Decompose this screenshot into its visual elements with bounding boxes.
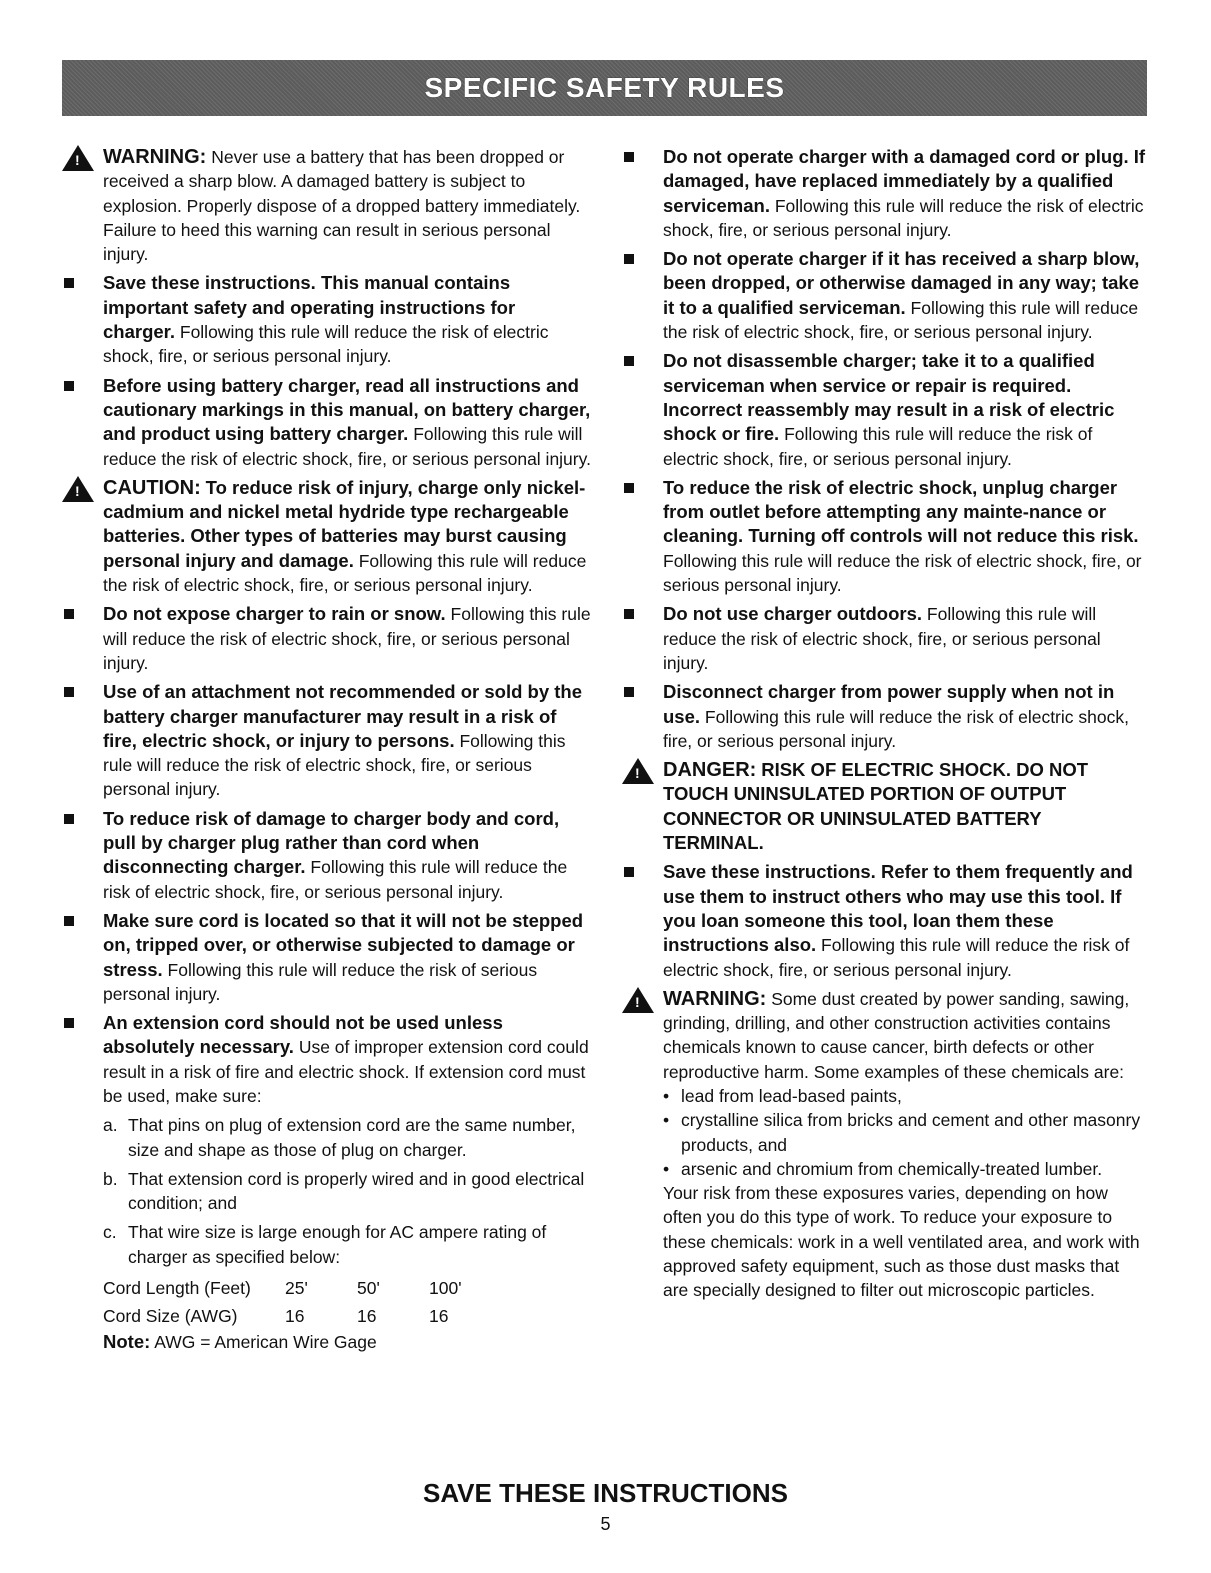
warning-text: Some dust created by power sanding, sawing, grinding, drilling, and other construction activities contains chemicals known to cause cancer, birth defects or other reproductive harm. Some examples of these chemicals are: [663, 988, 1130, 1082]
note-text: AWG = American Wire Gage [154, 1332, 377, 1353]
rule-item [622, 476, 1147, 597]
caution-text: Following this rule will reduce the risk of electric shock, fire, or serious personal injury. [103, 550, 587, 596]
sub-item-letter: b. [103, 1168, 118, 1189]
bullet-square-icon [622, 476, 663, 597]
note-label: Note: [103, 1331, 151, 1353]
section-title: SPECIFIC SAFETY RULES [424, 72, 785, 103]
bullet-square-icon [622, 602, 663, 675]
table-cell: 25' [285, 1277, 308, 1298]
rule-item [622, 860, 1147, 981]
exclamation-icon: ! [75, 482, 80, 499]
warning-text: Never use a battery that has been dropped or received a sharp blow. A damaged battery is subject to explosion. Properly dispose of a dropped battery immediately. Failure to heed this warning can result in serious personal injury. [103, 147, 581, 265]
rule-heading: Do not use charger outdoors. [663, 603, 923, 625]
bullet-square-icon [622, 247, 663, 344]
rule-heading: Do not operate charger with a damaged cord or plug. If damaged, have replaced immediately by a qualified serviceman. [663, 146, 1146, 216]
rule-text: Following this rule will reduce the risk of electric shock, fire, or serious personal injury. [103, 730, 566, 800]
sub-item [103, 1113, 592, 1162]
rule-item-extension-cord [62, 1011, 592, 1108]
rule-heading: Before using battery charger, read all instructions and cautionary markings in this manual, on battery charger, and product using battery charger. [103, 374, 591, 445]
exclamation-icon: ! [635, 765, 640, 782]
exclamation-icon: ! [635, 993, 640, 1010]
warning-label: WARNING: [103, 146, 207, 168]
rule-text: Following this rule will reduce the risk of electric shock, fire, or serious personal injury. [663, 550, 1142, 596]
sub-item-letter: a. [103, 1115, 118, 1136]
section-header [62, 60, 1147, 116]
bullet-square-icon [622, 680, 663, 753]
rule-heading: An extension cord should not be used unless absolutely necessary. [103, 1012, 503, 1058]
rule-item [622, 602, 1147, 675]
rule-item [62, 271, 592, 368]
rule-text: Following this rule will reduce the risk of electric shock, fire, or serious personal injury. [663, 297, 1139, 343]
sub-item [103, 1220, 592, 1269]
rule-text: Following this rule will reduce the risk of electric shock, fire, or serious personal injury. [663, 604, 1101, 673]
save-instructions-footer: SAVE THESE INSTRUCTIONS [422, 1478, 788, 1508]
bullet-square-icon [62, 1011, 103, 1108]
bullet-square-icon [622, 349, 663, 470]
warning-dust-chemicals [622, 987, 1147, 1084]
rule-item [622, 247, 1147, 344]
chemical-list [663, 1084, 1147, 1181]
rule-text: Following this rule will reduce the risk of electric shock, fire, or serious personal injury. [103, 604, 591, 673]
sub-item [103, 1167, 592, 1216]
right-column [622, 145, 1147, 1308]
table-cell: 50' [357, 1277, 380, 1298]
table-cell: 16 [357, 1305, 377, 1326]
table-row [103, 1302, 501, 1330]
rule-item [62, 374, 592, 471]
rule-heading: To reduce the risk of electric shock, unplug charger from outlet before attempting any mainte-nance or cleaning. Turning off controls will not reduce this risk. [663, 476, 1139, 547]
awg-note [103, 1330, 592, 1354]
page-number: 5 [600, 1514, 611, 1534]
sub-item-text: That wire size is large enough for AC ampere rating of charger as specified below: [128, 1222, 547, 1267]
rule-heading: Save these instructions. This manual contains important safety and operating instructions for charger. [103, 272, 516, 343]
rule-heading: Save these instructions. Refer to them frequently and use them to instruct others who may use this tool. If you loan someone this tool, loan them these instructions also. [663, 861, 1133, 956]
rule-heading: To reduce risk of damage to charger body and cord, pull by charger plug rather than cord when disconnecting charger. [103, 807, 560, 878]
warning-label: WARNING: [663, 987, 767, 1010]
table-cell: 16 [429, 1305, 449, 1326]
rule-item [62, 909, 592, 1006]
sub-item-text: That extension cord is properly wired and in good electrical condition; and [128, 1168, 585, 1214]
list-item [663, 1084, 1147, 1108]
rule-text: Following this rule will reduce the risk of electric shock, fire, or serious personal injury. [663, 935, 1130, 980]
list-item [663, 1108, 1147, 1157]
rule-heading: Make sure cord is located so that it will not be stepped on, tripped over, or otherwise subjected to damage or stress. [103, 909, 584, 980]
rule-text: Following this rule will reduce the risk of electric shock, fire, or serious personal injury. [103, 424, 591, 469]
list-item [663, 1157, 1147, 1181]
table-cell: 100' [429, 1277, 462, 1298]
table-row-label: Cord Size (AWG) [103, 1305, 238, 1326]
rule-text: Following this rule will reduce the risk of electric shock, fire, or serious personal injury. [663, 195, 1144, 240]
list-item-text: arsenic and chromium from chemically-treated lumber. [681, 1158, 1103, 1179]
table-row [103, 1274, 501, 1302]
caution-heading: To reduce risk of injury, charge only nickel-cadmium and nickel metal hydride type rechargeable batteries. Other types of batteries may burst causing personal injury and damage. [103, 476, 586, 571]
closing-paragraph: Your risk from these exposures varies, depending on how often you do this type of work. To reduce your exposure to these chemicals: work in a well ventilated area, and work with approved safety equipment, such as those dust masks that are specially designed to filter out microscopic particles. [663, 1183, 1140, 1301]
rule-heading: Do not operate charger if it has received a sharp blow, been dropped, or otherwise damaged in any way; take it to a qualified serviceman. [663, 248, 1140, 318]
table-cell: 16 [285, 1305, 305, 1326]
sub-item-letter: c. [103, 1222, 117, 1243]
danger-text: RISK OF ELECTRIC SHOCK. DO NOT TOUCH UNINSULATED PORTION OF OUTPUT CONNECTOR OR UNINSULATED BATTERY TERMINAL. [663, 759, 1089, 854]
caution-label: CAUTION: [103, 476, 201, 499]
rule-heading: Use of an attachment not recommended or sold by the battery charger manufacturer may result in a risk of fire, electric shock, or injury to persons. [103, 681, 583, 751]
left-column [62, 145, 592, 1354]
bullet-square-icon [622, 860, 663, 981]
bullet-square-icon [62, 271, 103, 368]
cord-spec-table [103, 1274, 501, 1330]
rule-item [62, 602, 592, 675]
exclamation-icon: ! [75, 152, 80, 168]
bullet-dot-icon: • [663, 1158, 670, 1179]
bullet-square-icon [62, 374, 103, 471]
bullet-dot-icon: • [663, 1085, 670, 1106]
rule-text: Following this rule will reduce the risk of electric shock, fire, or serious personal injury. [663, 706, 1129, 751]
list-item-text: lead from lead-based paints, [681, 1085, 902, 1106]
danger-electric-shock [622, 758, 1147, 855]
rule-heading: Do not expose charger to rain or snow. [103, 603, 446, 625]
rule-text: Following this rule will reduce the risk of electric shock, fire, or serious personal injury. [663, 424, 1093, 469]
sub-item-text: That pins on plug of extension cord are the same number, size and shape as those of plug on charger. [128, 1115, 576, 1160]
caution-battery-type [62, 476, 592, 597]
rule-text: Following this rule will reduce the risk of serious personal injury. [103, 959, 538, 1004]
rule-text: Following this rule will reduce the risk of electric shock, fire, or serious personal injury. [103, 322, 549, 367]
bullet-square-icon [62, 807, 103, 904]
list-item-text: crystalline silica from bricks and cement and other masonry products, and [681, 1110, 1141, 1155]
rule-heading: Do not disassemble charger; take it to a qualified serviceman when service or repair is required. Incorrect reassembly may result in a risk of electric shock or fire. [663, 350, 1115, 445]
rule-item [622, 680, 1147, 753]
bullet-square-icon [62, 909, 103, 1006]
rule-item [622, 145, 1147, 242]
rule-item [622, 349, 1147, 470]
bullet-square-icon [62, 680, 103, 801]
danger-label: DANGER: [663, 759, 757, 782]
rule-heading: Disconnect charger from power supply when not in use. [663, 681, 1115, 727]
bullet-dot-icon: • [663, 1110, 670, 1131]
rule-text: Following this rule will reduce the risk of electric shock, fire, or serious personal injury. [103, 857, 568, 902]
rule-text: Use of improper extension cord could result in a risk of fire and electric shock. If extension cord must be used, make sure: [103, 1037, 589, 1106]
rule-item [62, 807, 592, 904]
table-row-label: Cord Length (Feet) [103, 1277, 251, 1298]
rule-item [62, 680, 592, 801]
bullet-square-icon [622, 145, 663, 242]
warning-battery-dropped [62, 145, 592, 266]
bullet-square-icon [62, 602, 103, 675]
